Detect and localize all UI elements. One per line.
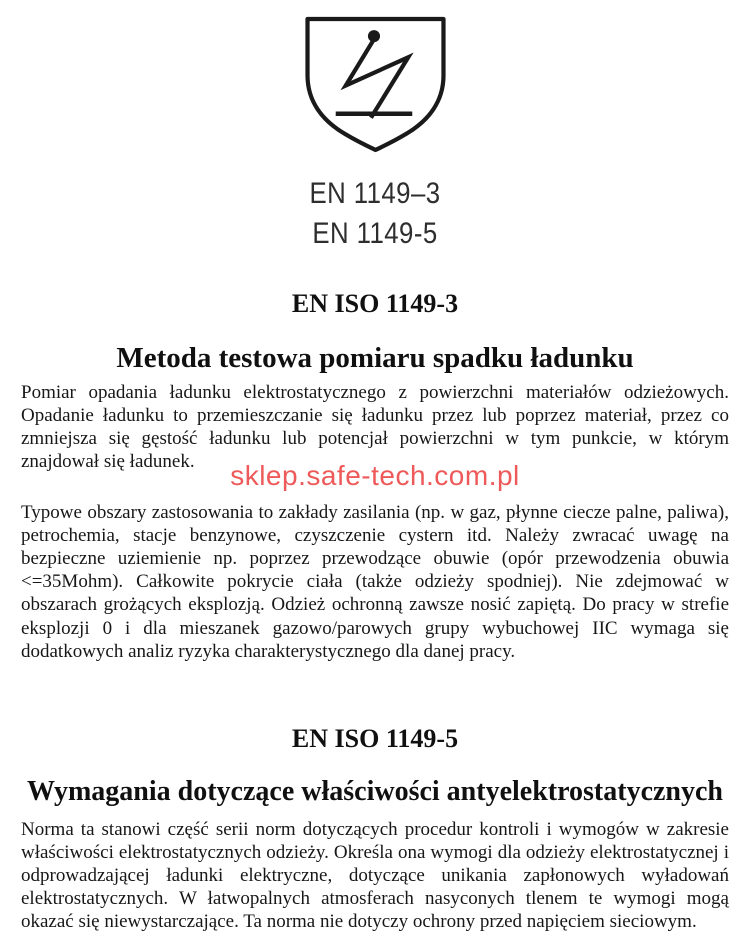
section1-paragraph-2: Typowe obszary zastosowania to zakłady zasilania (np. w gaz, płynne ciecze palne, paliwa), petrochemia, stacje benzynowe, czyszczenie cystern itd. Należy zwracać uwagę na bezpieczne uziemienie np. poprzez przewodzące obuwie (opór przewodzenia obuwia <=35Mohm). Całkowite pokrycie ciała (także odzieży spodniej). Nie zdejmować w obszarach grożących eksplozją. Odzież ochronną zawsze nosić zapiętą. Do pracy w strefie eksplozji 0 i dla mieszanek gazowo/parowych grupy wybuchowej IIC wymaga się dodatkowych analiz ryzyka charakterystycznego dla danej pracy. [21,501,729,662]
pictogram-label-en1149-3: EN 1149–3 [309,177,441,210]
en1149-electrostatic-shield-icon [303,15,448,155]
section1-subtitle: Metoda testowa pomiaru spadku ładunku [116,342,634,375]
document-page [0,15,750,935]
pictogram-label-en1149-5: EN 1149-5 [312,217,438,250]
section2-paragraph-1: Norma ta stanowi część serii norm dotyczących procedur kontroli i wymogów w zakresie właściwości elektrostatycznych odzieży. Określa ona wymogi dla odzieży elektrostatycznej i odprowadzającej ładunki elektryczne, dotyczące unikania zapłonowych wyładowań elektrostatycznych. W łatwopalnych atmosferach nasyconych tlenem te wymogi mogą okazać się niewystarczające. Ta norma nie dotyczy ochrony przed napięciem sieciowym. [21,818,729,933]
shield-lightning-icon [303,15,448,155]
section2-subtitle: Wymagania dotyczące właściwości antyelektrostatycznych [27,776,723,808]
shop-watermark: sklep.safe-tech.com.pl [230,459,520,491]
section1-paragraph-1: Pomiar opadania ładunku elektrostatycznego z powierzchni materiałów odzieżowych. Opadanie ładunku to przemieszczanie się ładunku przez lub poprzez materiał, przez co zmniejsza się gęstość ładunku lub potencjał powierzchni w tym punkcie, w którym znajdował się ładunek. [21,381,729,473]
section2-standard-title: EN ISO 1149-5 [291,723,459,753]
section1-standard-title: EN ISO 1149-3 [291,289,459,318]
pictogram-standard-labels [0,174,750,254]
